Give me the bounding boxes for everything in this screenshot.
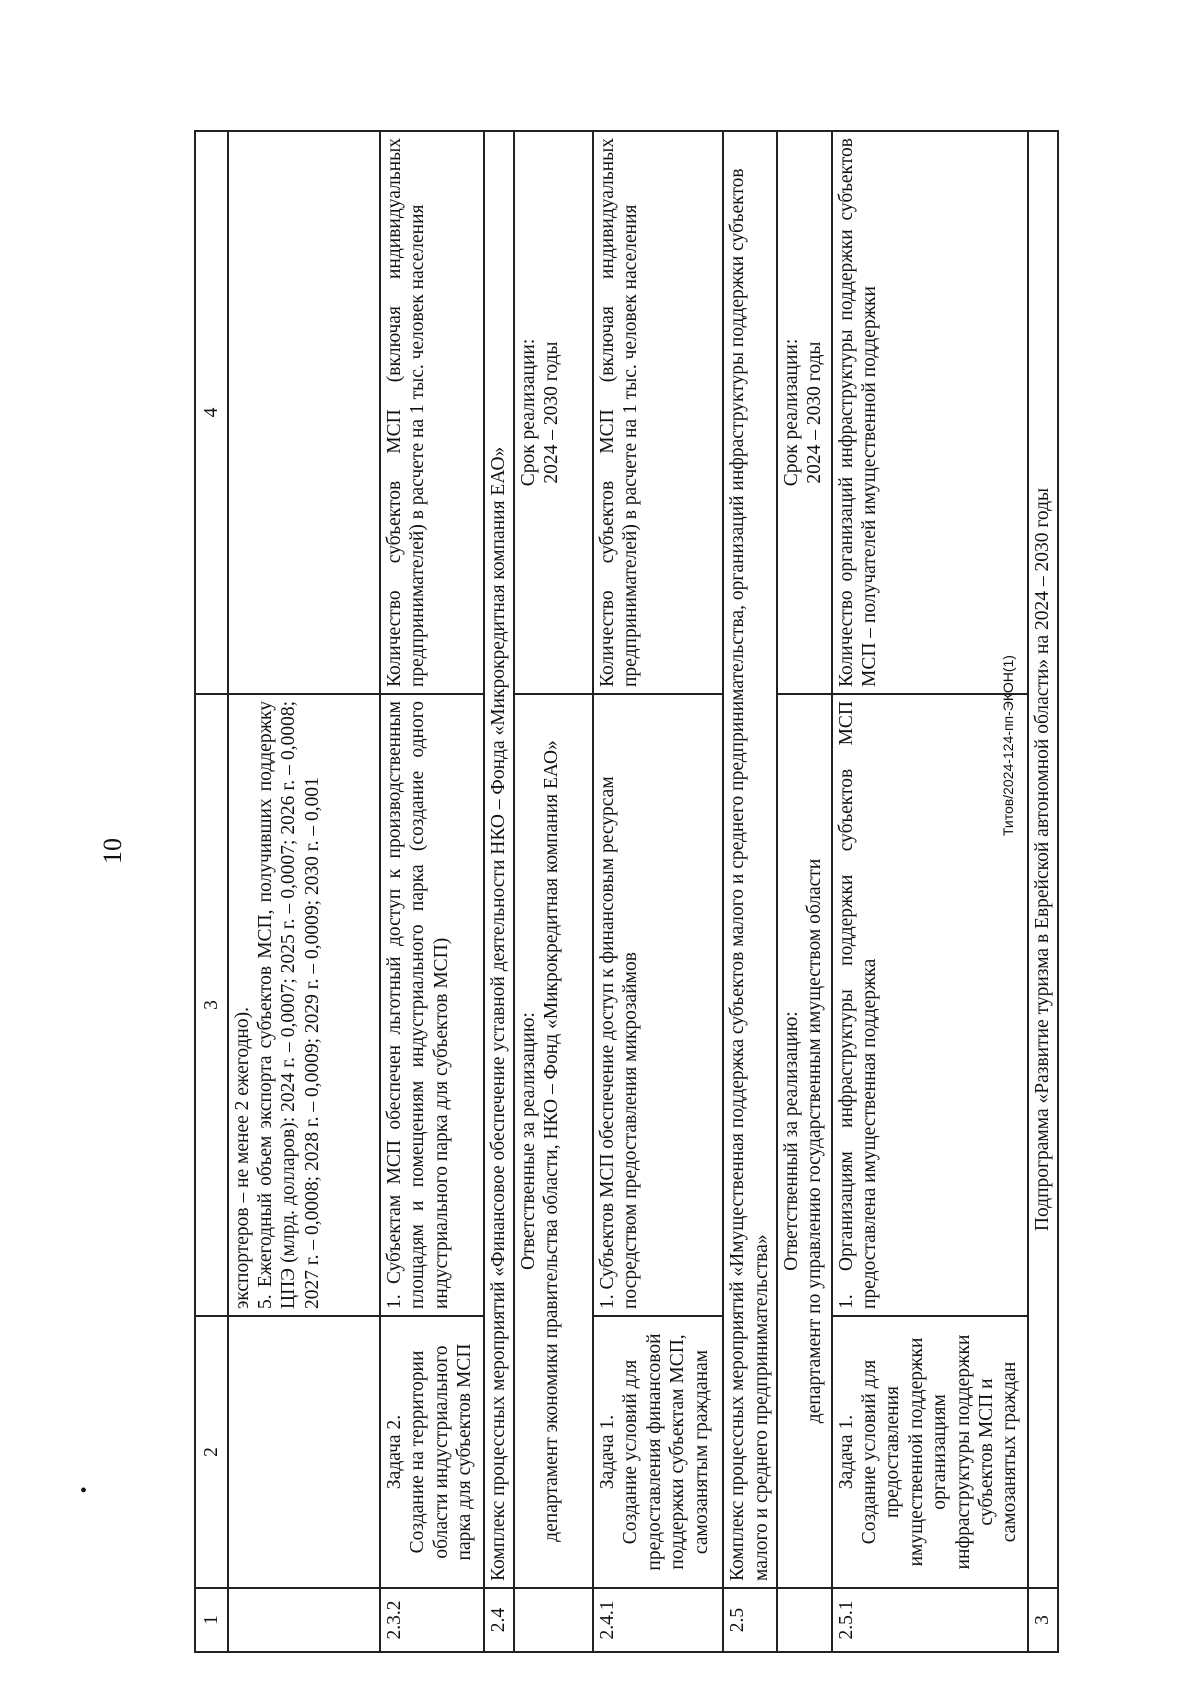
table-row: [832, 131, 1028, 1652]
document-table: [194, 132, 1059, 1653]
task-text: Создание условий для предоставления финансовой поддержки субъектам МСП, самозанятым гражданам: [620, 1333, 712, 1571]
term-label: Срок реализации:: [517, 338, 539, 487]
header-col-4: 4: [195, 131, 228, 694]
indicator-cell: Количество субъектов МСП (включая индивидуальных предпринимателей) в расчете на 1 тыс. человек населения: [380, 131, 484, 694]
result-cell: 1. Организациям инфраструктуры поддержки субъектов МСП предоставлена имущественная поддержка: [832, 694, 1028, 1316]
empty-cell: [514, 1588, 593, 1652]
task-text: Создание условий для предоставления имущественной поддержки организациям инфраструктуры поддержки субъектов МСП и самозанятых граждан: [859, 1334, 1021, 1570]
responsible-text: департамент по управлению государственным имуществом области: [804, 858, 826, 1424]
row-number-cell: 2.4.1: [593, 1588, 723, 1652]
result-cell: [228, 694, 381, 1316]
responsible-cell: [514, 694, 593, 1588]
row-number-cell: 3: [1028, 1588, 1058, 1652]
table-row: [380, 131, 484, 1652]
task-cell: [593, 1316, 723, 1588]
task-title: Задача 1.: [596, 1414, 618, 1490]
header-col-2: 2: [195, 1316, 228, 1588]
table-row: [723, 131, 777, 1652]
table-row: [514, 131, 593, 1652]
table-row: [593, 131, 723, 1652]
header-col-3: 3: [195, 694, 228, 1316]
row-number-cell: [228, 1588, 381, 1652]
term-text: 2024 – 2030 годы: [804, 341, 826, 484]
indicator-cell: Количество организаций инфраструктуры поддержки субъектов МСП – получателей имущественной поддержки: [832, 131, 1028, 694]
result-cell: 1. Субъектов МСП обеспечение доступ к финансовым ресурсам посредством предоставления микрозаймов: [593, 694, 723, 1316]
task-title: Задача 2.: [384, 1414, 406, 1490]
task-cell: [832, 1316, 1028, 1588]
responsible-label: Ответственный за реализацию:: [780, 1011, 802, 1271]
table-header-row: [195, 131, 228, 1652]
indicator-cell: Количество субъектов МСП (включая индивидуальных предпринимателей) в расчете на 1 тыс. человек населения: [593, 131, 723, 694]
responsible-cell: [777, 694, 832, 1588]
result-cell: 1. Субъектам МСП обеспечен льготный доступ к производственным площадям и помещениям индустриального парка (создание одного индустриального парка для субъектов МСП): [380, 694, 484, 1316]
responsible-label: Ответственные за реализацию:: [517, 1012, 539, 1270]
term-cell: [777, 131, 832, 694]
row-number-cell: 2.4: [484, 1588, 514, 1652]
header-col-1: 1: [195, 1588, 228, 1652]
indicator-cell: [228, 131, 381, 694]
task-cell: [228, 1316, 381, 1588]
table-row: [228, 131, 381, 1652]
section-title-cell: Комплекс процессных мероприятий «Имущественная поддержка субъектов малого и среднего предпринимательства, организаций инфраструктуры поддержки субъектов малого и среднего предпринимательства»: [723, 131, 777, 1588]
result-line: 5. Ежегодный объем экспорта субъектов МСП, получивших поддержку ЦПЭ (млрд. долларов): 2024 г. – 0,0007; 2025 г. – 0,0007; 2026 г. – 0,0008; 2027 г. – 0,0008; 2028 г. – 0,0009; 2029 г. – 0,0009; 2030 г. – 0,001: [254, 701, 323, 1309]
task-title: Задача 1.: [835, 1414, 857, 1490]
document-code: Титов/2024-124-пп-ЭКОН(1): [1000, 655, 1016, 836]
term-label: Срок реализации:: [780, 338, 802, 487]
term-text: 2024 – 2030 годы: [541, 341, 563, 484]
table-row: [1028, 131, 1058, 1652]
table-row: [484, 131, 514, 1652]
result-line: экспортеров – не менее 2 ежегодно).: [231, 1007, 253, 1309]
term-cell: [514, 131, 593, 694]
page-number: 10: [98, 838, 127, 864]
row-number-cell: 2.5: [723, 1588, 777, 1652]
task-text: Создание на территории области индустриального парка для субъектов МСП: [407, 1343, 476, 1561]
section-title-cell: Подпрограмма «Развитие туризма в Еврейской автономной области» на 2024 – 2030 годы: [1028, 131, 1058, 1588]
row-number-cell: 2.5.1: [832, 1588, 1028, 1652]
section-title-cell: Комплекс процессных мероприятий «Финансовое обеспечение уставной деятельности НКО – Фонда «Микрокредитная компания ЕАО»: [484, 131, 514, 1588]
empty-cell: [777, 1588, 832, 1652]
responsible-text: департамент экономики правительства области, НКО – Фонд «Микрокредитная компания ЕАО»: [541, 740, 563, 1542]
row-number-cell: 2.3.2: [380, 1588, 484, 1652]
table-row: [777, 131, 832, 1652]
margin-dot: •: [80, 1480, 88, 1502]
task-cell: [380, 1316, 484, 1588]
